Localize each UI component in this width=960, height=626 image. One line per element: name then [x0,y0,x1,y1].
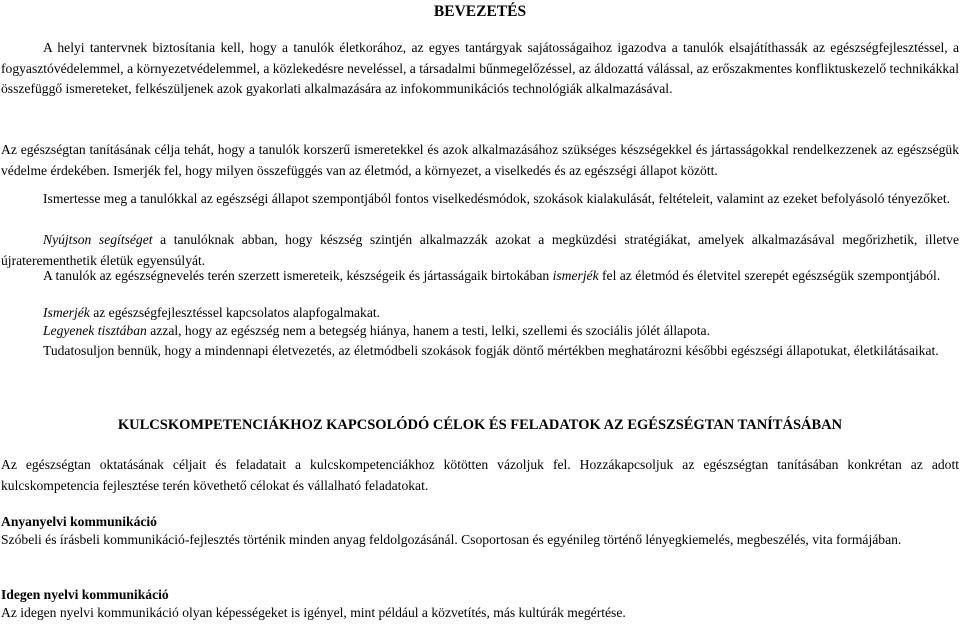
intro-p7-emphasis: Legyenek tisztában [43,323,147,338]
intro-p4-text: a tanulóknak abban, hogy készség szintjén alkalmazzák azokat a megküzdési stratégiákat, amelyek alkalmazásával megőrizhetik, illetve újraterementhetik életük egyensúlyát. [1,232,959,268]
intro-paragraph-1 [1,38,959,100]
intro-paragraph-7 [1,321,959,342]
intro-p6-text: az egészségfejlesztéssel kapcsolatos alapfogalmakat. [89,305,381,320]
competences-intro [1,455,959,496]
intro-heading: BEVEZETÉS [433,3,527,20]
intro-p5-pre: A tanulók az egészségnevelés terén szerzett ismereteik, készségeik és jártasságaik birtokában [43,268,553,283]
competence-title-foreign-language: Idegen nyelvi kommunikáció [1,587,169,602]
intro-paragraph-5 [1,266,959,287]
competences-heading: KULCSKOMPETENCIÁKHOZ KAPCSOLÓDÓ CÉLOK ÉS FELADATOK AZ EGÉSZSÉGTAN TANÍTÁSÁBAN [117,417,843,433]
intro-paragraph-4 [1,230,959,271]
intro-paragraph-3 [1,189,959,210]
competence-text-mother-tongue: Szóbeli és írásbeli kommunikáció-fejlesztés történik minden anyag feldolgozásánál. Csoportosan és egyénileg történő lényegkiemelés, megbeszélés, vita formájában. [1,532,902,547]
intro-paragraph-2 [1,140,959,181]
intro-p7-text: azzal, hogy az egészség nem a betegség hiánya, hanem a testi, lelki, szellemi és szociális jólét állapota. [146,323,710,338]
intro-p1-text: A helyi tantervnek biztosítania kell, hogy a tanulók életkorához, az egyes tantárgyak sajátosságaihoz igazodva a tanulók elsajátíthassák az egészségfejlesztéssel, a fogyasztóvédelemmel, a környezetvédelemmel, a közlekedésre neveléssel, a társadalmi bűnmegelőzéssel, az áldozattá válással, az erőszakmentes konfliktuskezelő technikákkal összefüggő ismereteket, felkészüljenek azok gyakorlati alkalmazására az infokommunikációs technológiák alkalmazásával. [1,40,959,96]
intro-p2-text: Az egészségtan tanításának célja tehát, hogy a tanulók korszerű ismeretekkel és azok alkalmazásához szükséges készségekkel és jártasságokkal rendelkezzenek az egészségük védelme érdekében. Ismerjék fel, hogy milyen összefüggés van az életmód, a környezet, a viselkedés és az egészségi állapot között. [1,142,959,178]
intro-p6-emphasis: Ismerjék [43,305,90,320]
intro-paragraph-8 [1,341,959,362]
competence-title-mother-tongue: Anyanyelvi kommunikáció [1,514,157,529]
intro-p5-post: fel az életmód és életvitel szerepét egészségük szempontjából. [598,268,941,283]
competences-intro-text: Az egészségtan oktatásának céljait és feladatait a kulcskompetenciákhoz kötötten vázoljuk fel. Hozzákapcsoljuk az egészségtan tanításában konkrétan az adott kulcskompetencia fejlesztése terén követhető célokat és vállalható feladatokat. [1,457,959,493]
intro-p3-text: Ismertesse meg a tanulókkal az egészségi állapot szempontjából fontos viselkedésmódok, szokások kialakulását, feltételeit, valamint az ezeket befolyásoló tényezőket. [43,191,951,206]
intro-p5-emphasis: ismerjék [552,268,599,283]
intro-p8-text: Tudatosuljon bennük, hogy a mindennapi életvezetés, az életmódbeli szokások fogják döntő mértékben meghatározni későbbi egészségi állapotukat, életkilátásaikat. [43,343,939,358]
intro-p4-emphasis: Nyújtson segítséget [43,232,153,247]
competence-text-foreign-language: Az idegen nyelvi kommunikáció olyan képességeket is igényel, mint például a közvetítés, más kultúrák megértése. [1,605,626,620]
